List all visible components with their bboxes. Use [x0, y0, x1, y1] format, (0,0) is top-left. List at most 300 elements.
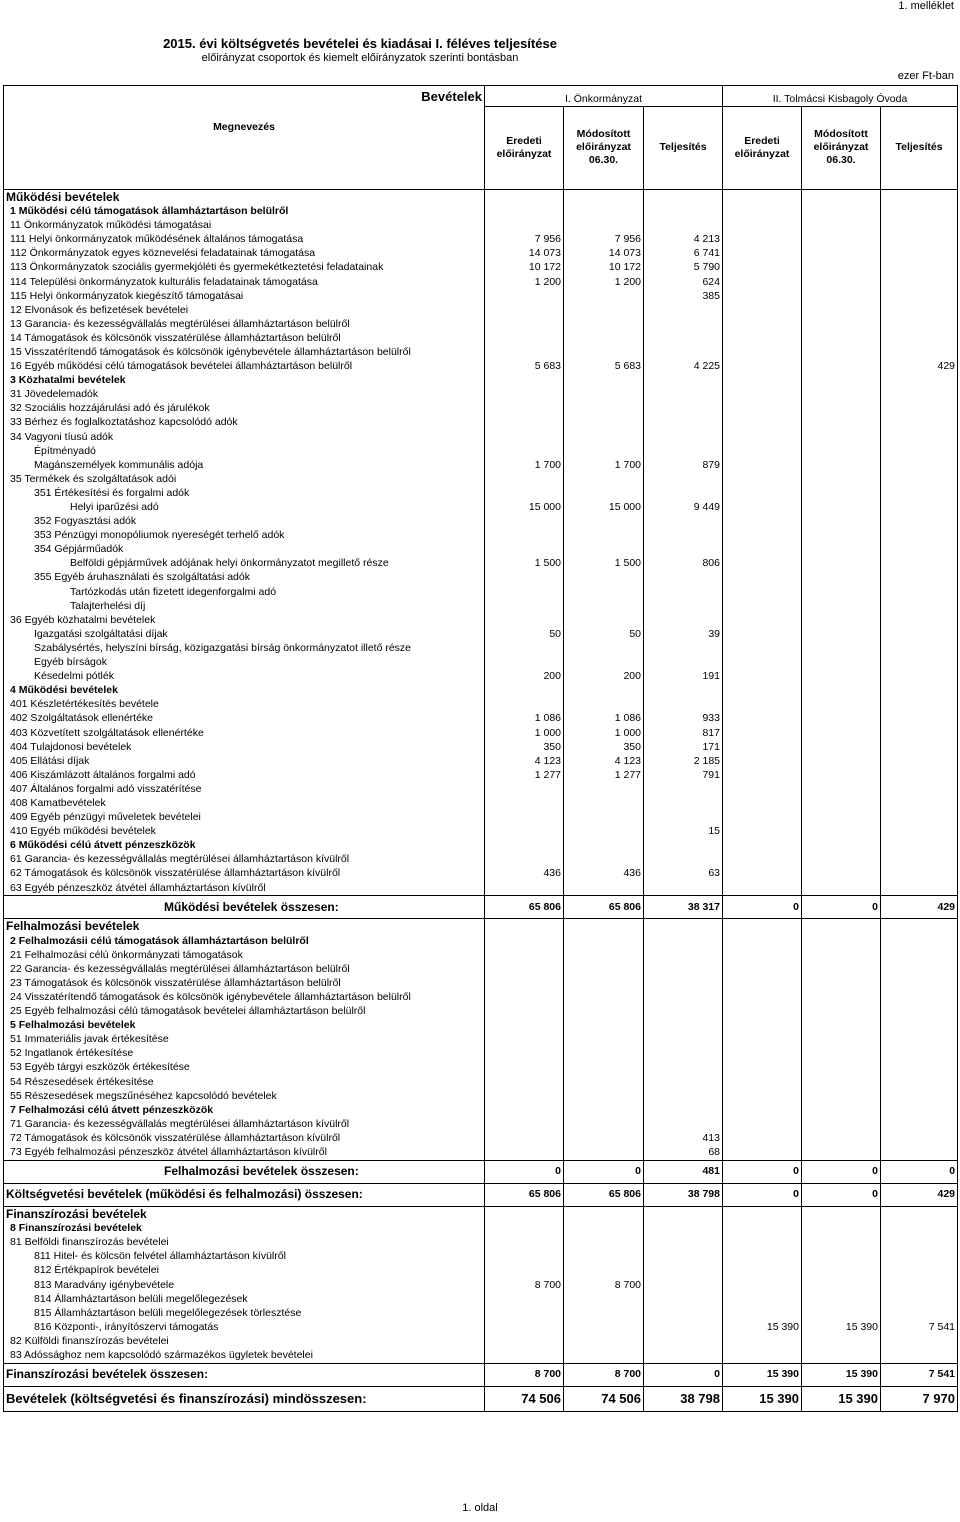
- table-row: [4, 275, 958, 289]
- row-label: 352 Fogyasztási adók: [4, 515, 485, 529]
- table-row: [4, 684, 958, 698]
- cell-value: [881, 1250, 958, 1264]
- cell-value: [564, 811, 644, 825]
- cell-value: [723, 472, 802, 486]
- header-row-2: [4, 107, 958, 190]
- cell-value: [802, 458, 881, 472]
- cell-value: [802, 599, 881, 613]
- cell-value: [644, 976, 723, 990]
- cell-value: [723, 261, 802, 275]
- cell-value: [644, 613, 723, 627]
- row-label: 33 Bérhez és foglalkoztatáshoz kapcsolódó adók: [4, 416, 485, 430]
- table-row: [4, 458, 958, 472]
- table-row: [4, 529, 958, 543]
- table-row: [4, 1236, 958, 1250]
- cell-value: [723, 289, 802, 303]
- cell-value: [881, 1047, 958, 1061]
- page-subtitle: előirányzat csoportok és kiemelt előirányzatok szerinti bontásban: [201, 52, 519, 64]
- cell-value: [564, 1250, 644, 1264]
- table-row: [4, 726, 958, 740]
- header-row-1: [4, 86, 958, 107]
- cell-value: [564, 303, 644, 317]
- cell-value: [881, 430, 958, 444]
- row-label: 813 Maradvány igénybevétele: [4, 1278, 485, 1292]
- cell-value: 933: [644, 712, 723, 726]
- cell-value: 38 317: [644, 896, 723, 919]
- cell-value: [881, 1033, 958, 1047]
- cell-value: [881, 684, 958, 698]
- cell-value: 1 500: [564, 557, 644, 571]
- cell-value: [802, 768, 881, 782]
- cell-value: [723, 388, 802, 402]
- cell-value: [485, 919, 564, 935]
- col-modositott-1: Módosított előirányzat 06.30.: [564, 107, 644, 190]
- cell-value: [485, 571, 564, 585]
- cell-value: [802, 698, 881, 712]
- cell-value: [564, 962, 644, 976]
- table-row: [4, 1033, 958, 1047]
- table-row: [4, 219, 958, 233]
- cell-value: [485, 585, 564, 599]
- cell-value: [485, 1103, 564, 1117]
- row-label: 816 Központi-, irányítószervi támogatás: [4, 1320, 485, 1334]
- table-row: [4, 754, 958, 768]
- table-row: [4, 303, 958, 317]
- row-label: Tartózkodás után fizetett idegenforgalmi adó: [4, 585, 485, 599]
- cell-value: [881, 233, 958, 247]
- cell-value: [644, 1047, 723, 1061]
- cell-value: [485, 205, 564, 219]
- table-row: [4, 811, 958, 825]
- table-row: [4, 571, 958, 585]
- cell-value: [881, 189, 958, 205]
- cell-value: [564, 1033, 644, 1047]
- cell-value: [564, 189, 644, 205]
- cell-value: [723, 811, 802, 825]
- cell-value: 7 970: [881, 1386, 958, 1411]
- cell-value: 9 449: [644, 500, 723, 514]
- cell-value: [881, 458, 958, 472]
- cell-value: [485, 934, 564, 948]
- cell-value: [802, 571, 881, 585]
- cell-value: [881, 962, 958, 976]
- table-row: [4, 853, 958, 867]
- cell-value: [723, 247, 802, 261]
- cell-value: [802, 430, 881, 444]
- cell-value: [564, 1334, 644, 1348]
- cell-value: [485, 1292, 564, 1306]
- row-label: Talajterhelési díj: [4, 599, 485, 613]
- row-label: 12 Elvonások és befizetések bevételei: [4, 303, 485, 317]
- cell-value: [644, 205, 723, 219]
- cell-value: [564, 345, 644, 359]
- cell-value: [881, 275, 958, 289]
- cell-value: [564, 219, 644, 233]
- cell-value: [723, 303, 802, 317]
- cell-value: [644, 1005, 723, 1019]
- cell-value: [485, 599, 564, 613]
- cell-value: [802, 613, 881, 627]
- table-row: [4, 962, 958, 976]
- cell-value: [802, 670, 881, 684]
- cell-value: [802, 1019, 881, 1033]
- table-row: [4, 205, 958, 219]
- cell-value: 15 390: [802, 1320, 881, 1334]
- row-label: 81 Belföldi finanszírozás bevételei: [4, 1236, 485, 1250]
- cell-value: [802, 219, 881, 233]
- cell-value: [881, 881, 958, 896]
- cell-value: [644, 543, 723, 557]
- cell-value: [485, 1061, 564, 1075]
- table-row: [4, 656, 958, 670]
- cell-value: [723, 976, 802, 990]
- cell-value: [564, 1348, 644, 1363]
- cell-value: [644, 374, 723, 388]
- cell-value: [644, 402, 723, 416]
- table-row: [4, 1005, 958, 1019]
- cell-value: [802, 543, 881, 557]
- cell-value: 7 956: [564, 233, 644, 247]
- cell-value: [564, 782, 644, 796]
- row-label: 5 Felhalmozási bevételek: [4, 1019, 485, 1033]
- cell-value: [802, 275, 881, 289]
- cell-value: [723, 796, 802, 810]
- row-label: 404 Tulajdonosi bevételek: [4, 740, 485, 754]
- cell-value: [644, 698, 723, 712]
- cell-value: [644, 515, 723, 529]
- cell-value: [564, 1089, 644, 1103]
- cell-value: [802, 1264, 881, 1278]
- cell-value: [802, 919, 881, 935]
- cell-value: [723, 500, 802, 514]
- cell-value: [881, 472, 958, 486]
- cell-value: [485, 1075, 564, 1089]
- cell-value: [881, 811, 958, 825]
- table-row: [4, 331, 958, 345]
- cell-value: [564, 976, 644, 990]
- cell-value: [723, 768, 802, 782]
- cell-value: [723, 331, 802, 345]
- cell-value: [802, 388, 881, 402]
- cell-value: [644, 1089, 723, 1103]
- cell-value: 1 000: [485, 726, 564, 740]
- cell-value: [723, 1131, 802, 1145]
- cell-value: [564, 1236, 644, 1250]
- cell-value: [564, 486, 644, 500]
- row-label: 24 Visszatérítendő támogatások és kölcsönök igénybevétele államháztartáson belülről: [4, 990, 485, 1004]
- cell-value: 0: [723, 1160, 802, 1183]
- cell-value: [644, 1075, 723, 1089]
- cell-value: [723, 444, 802, 458]
- cell-value: 0: [644, 1363, 723, 1386]
- table-row: [4, 881, 958, 896]
- row-label: 22 Garancia- és kezességvállalás megtérülései államháztartáson belülről: [4, 962, 485, 976]
- cell-value: [802, 529, 881, 543]
- cell-value: [644, 1264, 723, 1278]
- cell-value: 38 798: [644, 1386, 723, 1411]
- table-row: [4, 289, 958, 303]
- cell-value: [881, 740, 958, 754]
- table-row: [4, 430, 958, 444]
- cell-value: [485, 1236, 564, 1250]
- cell-value: 1 500: [485, 557, 564, 571]
- cell-value: 350: [485, 740, 564, 754]
- cell-value: [723, 205, 802, 219]
- cell-value: [485, 1146, 564, 1161]
- table-row: [4, 1047, 958, 1061]
- cell-value: 171: [644, 740, 723, 754]
- cell-value: [564, 317, 644, 331]
- cell-value: [644, 796, 723, 810]
- row-label: 23 Támogatások és kölcsönök visszatérülése államháztartáson belülről: [4, 976, 485, 990]
- cell-value: 191: [644, 670, 723, 684]
- cell-value: [881, 1292, 958, 1306]
- cell-value: [881, 934, 958, 948]
- cell-value: [485, 1250, 564, 1264]
- row-label: 61 Garancia- és kezességvállalás megtérülései államháztartáson kívülről: [4, 853, 485, 867]
- row-label: 403 Közvetített szolgáltatások ellenértéke: [4, 726, 485, 740]
- cell-value: [485, 529, 564, 543]
- cell-value: [644, 416, 723, 430]
- cell-value: [802, 1033, 881, 1047]
- row-label: Építményadó: [4, 444, 485, 458]
- cell-value: [881, 1334, 958, 1348]
- group-ovoda: II. Tolmácsi Kisbagoly Óvoda: [723, 86, 958, 107]
- cell-value: [881, 670, 958, 684]
- cell-value: [881, 571, 958, 585]
- cell-value: [881, 345, 958, 359]
- cell-value: [881, 557, 958, 571]
- cell-value: [644, 1334, 723, 1348]
- cell-value: [802, 726, 881, 740]
- cell-value: [802, 557, 881, 571]
- table-row: [4, 500, 958, 514]
- row-label: 115 Helyi önkormányzatok kiegészítő támogatásai: [4, 289, 485, 303]
- cell-value: [485, 219, 564, 233]
- cell-value: 879: [644, 458, 723, 472]
- row-label: 52 Ingatlanok értékesítése: [4, 1047, 485, 1061]
- row-label: 405 Ellátási díjak: [4, 754, 485, 768]
- cell-value: [723, 613, 802, 627]
- cell-value: [802, 1206, 881, 1222]
- cell-value: [564, 430, 644, 444]
- cell-value: [723, 726, 802, 740]
- cell-value: [564, 1306, 644, 1320]
- cell-value: 481: [644, 1160, 723, 1183]
- cell-value: [881, 1103, 958, 1117]
- cell-value: 429: [881, 896, 958, 919]
- cell-value: [723, 1278, 802, 1292]
- cell-value: 0: [802, 1183, 881, 1206]
- cell-value: [881, 317, 958, 331]
- cell-value: [881, 726, 958, 740]
- cell-value: 806: [644, 557, 723, 571]
- cell-value: [881, 656, 958, 670]
- table-row: [4, 948, 958, 962]
- cell-value: [802, 374, 881, 388]
- cell-value: [802, 189, 881, 205]
- table-row: [4, 233, 958, 247]
- cell-value: [802, 712, 881, 726]
- cell-value: [644, 571, 723, 585]
- cell-value: 65 806: [564, 896, 644, 919]
- bevetelek-heading: Bevételek: [4, 86, 485, 107]
- table-row: [4, 1320, 958, 1334]
- table-row: [4, 515, 958, 529]
- cell-value: 791: [644, 768, 723, 782]
- table-row: [4, 374, 958, 388]
- cell-value: 15 390: [723, 1386, 802, 1411]
- row-label: 73 Egyéb felhalmozási pénzeszköz átvétel államháztartáson kívülről: [4, 1146, 485, 1161]
- cell-value: [723, 360, 802, 374]
- cell-value: [723, 1019, 802, 1033]
- cell-value: [564, 698, 644, 712]
- cell-value: 50: [564, 627, 644, 641]
- row-label: 1 Működési célú támogatások államháztartáson belülről: [4, 205, 485, 219]
- table-row: [4, 627, 958, 641]
- table-row: [4, 247, 958, 261]
- row-label: 51 Immateriális javak értékesítése: [4, 1033, 485, 1047]
- cell-value: [723, 1047, 802, 1061]
- cell-value: [723, 374, 802, 388]
- cell-value: 1 086: [485, 712, 564, 726]
- cell-value: 4 225: [644, 360, 723, 374]
- col-modositott-2: Módosított előirányzat 06.30.: [802, 107, 881, 190]
- cell-value: [802, 754, 881, 768]
- cell-value: 5 790: [644, 261, 723, 275]
- cell-value: 15 000: [485, 500, 564, 514]
- table-row: [4, 1103, 958, 1117]
- row-label: 3 Közhatalmi bevételek: [4, 374, 485, 388]
- cell-value: [723, 1292, 802, 1306]
- cell-value: [564, 515, 644, 529]
- cell-value: [881, 1019, 958, 1033]
- table-row: [4, 1250, 958, 1264]
- table-row: [4, 796, 958, 810]
- cell-value: 1 086: [564, 712, 644, 726]
- table-row: [4, 919, 958, 935]
- cell-value: 1 700: [564, 458, 644, 472]
- cell-value: [881, 627, 958, 641]
- cell-value: [881, 948, 958, 962]
- cell-value: 2 185: [644, 754, 723, 768]
- cell-value: [723, 962, 802, 976]
- cell-value: 0: [723, 1183, 802, 1206]
- cell-value: [485, 1033, 564, 1047]
- cell-value: 65 806: [564, 1183, 644, 1206]
- cell-value: [723, 1334, 802, 1348]
- row-label: 53 Egyéb tárgyi eszközök értékesítése: [4, 1061, 485, 1075]
- cell-value: [644, 881, 723, 896]
- table-row: [4, 1264, 958, 1278]
- cell-value: [485, 189, 564, 205]
- cell-value: [564, 289, 644, 303]
- cell-value: [485, 331, 564, 345]
- cell-value: [485, 543, 564, 557]
- cell-value: [485, 825, 564, 839]
- cell-value: 385: [644, 289, 723, 303]
- cell-value: [485, 990, 564, 1004]
- cell-value: [644, 1236, 723, 1250]
- cell-value: [881, 1117, 958, 1131]
- cell-value: [881, 839, 958, 853]
- cell-value: [644, 219, 723, 233]
- cell-value: 4 123: [564, 754, 644, 768]
- cell-value: [723, 627, 802, 641]
- row-label: 351 Értékesítési és forgalmi adók: [4, 486, 485, 500]
- row-label: 62 Támogatások és kölcsönök visszatérülése államháztartáson kívülről: [4, 867, 485, 881]
- cell-value: 0: [485, 1160, 564, 1183]
- cell-value: [881, 1348, 958, 1363]
- cell-value: [802, 684, 881, 698]
- cell-value: [802, 585, 881, 599]
- cell-value: [564, 825, 644, 839]
- cell-value: [802, 345, 881, 359]
- cell-value: [485, 796, 564, 810]
- cell-value: [802, 416, 881, 430]
- cell-value: 1 700: [485, 458, 564, 472]
- cell-value: [723, 698, 802, 712]
- table-row: [4, 599, 958, 613]
- cell-value: [485, 962, 564, 976]
- cell-value: [802, 962, 881, 976]
- cell-value: [802, 289, 881, 303]
- table-row: [4, 1363, 958, 1386]
- cell-value: 8 700: [564, 1363, 644, 1386]
- cell-value: [564, 585, 644, 599]
- row-label: 401 Készletértékesítés bevétele: [4, 698, 485, 712]
- table-row: [4, 1019, 958, 1033]
- cell-value: 14 073: [564, 247, 644, 261]
- cell-value: [723, 740, 802, 754]
- cell-value: 0: [802, 896, 881, 919]
- table-row: [4, 990, 958, 1004]
- cell-value: [881, 1131, 958, 1145]
- cell-value: [802, 1306, 881, 1320]
- table-row: [4, 1061, 958, 1075]
- cell-value: [644, 1033, 723, 1047]
- cell-value: [485, 388, 564, 402]
- cell-value: [723, 402, 802, 416]
- cell-value: 74 506: [485, 1386, 564, 1411]
- cell-value: [802, 360, 881, 374]
- cell-value: [644, 317, 723, 331]
- cell-value: [564, 1206, 644, 1222]
- row-label: 355 Egyéb áruhasználati és szolgáltatási adók: [4, 571, 485, 585]
- cell-value: [881, 402, 958, 416]
- cell-value: 5 683: [564, 360, 644, 374]
- cell-value: [644, 934, 723, 948]
- row-label: 82 Külföldi finanszírozás bevételei: [4, 1334, 485, 1348]
- cell-value: [485, 374, 564, 388]
- cell-value: [881, 867, 958, 881]
- cell-value: [723, 233, 802, 247]
- cell-value: [564, 1047, 644, 1061]
- cell-value: [723, 430, 802, 444]
- table-row: [4, 712, 958, 726]
- cell-value: [881, 853, 958, 867]
- cell-value: 429: [881, 1183, 958, 1206]
- cell-value: [881, 990, 958, 1004]
- row-label: 54 Részesedések értékesítése: [4, 1075, 485, 1089]
- row-label: Működési bevételek: [4, 189, 485, 205]
- cell-value: [881, 1206, 958, 1222]
- row-label: 410 Egyéb működési bevételek: [4, 825, 485, 839]
- cell-value: [564, 990, 644, 1004]
- cell-value: [802, 303, 881, 317]
- cell-value: [723, 754, 802, 768]
- cell-value: [723, 782, 802, 796]
